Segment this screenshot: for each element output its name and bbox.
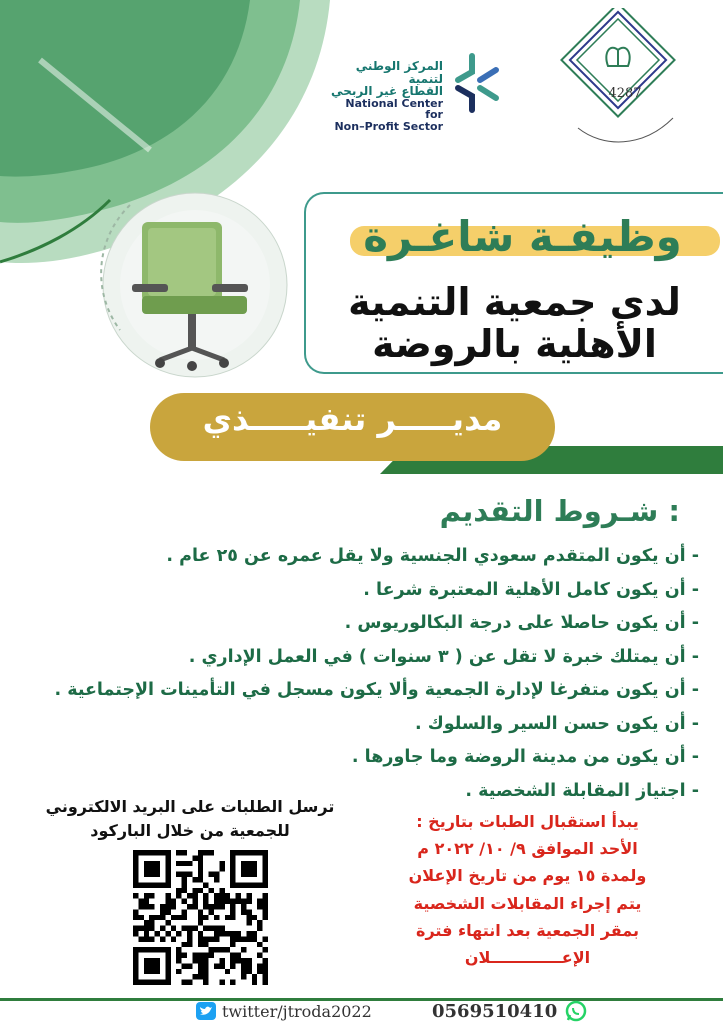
condition-item: - أن يمتلك خبرة لا تقل عن ( ٣ سنوات ) في العمل الإداري . [188,646,699,667]
whatsapp-icon[interactable] [565,1000,587,1022]
office-chair-illustration [90,180,300,390]
dates-line3: ولمدة ١٥ يوم من تاريخ الإعلان [408,866,647,886]
ncnp-en-line1: National Center for [345,96,443,122]
ncnp-en-line2: Non–Profit Sector [334,119,443,133]
dates-line6: الإعـــــــــــــلان [464,947,591,967]
conditions-title: شـروط التقديم : [439,494,680,528]
position-label: مديـــــر تنفيـــــذي [202,400,503,438]
dates-info [355,808,700,971]
phone-number[interactable]: 0569510410 [432,1001,558,1022]
application-note [25,795,355,843]
condition-item: - أن يكون من مدينة الروضة وما جاورها . [351,747,699,767]
association-logo [548,8,698,158]
condition-item: - أن يكون متفرغا لإدارة الجمعية وألا يكون مسجل في التأمينات الإجتماعية . [54,680,699,700]
dates-line5: بمقر الجمعية بعد انتهاء فترة [416,920,639,940]
twitter-handle[interactable]: twitter/jtroda2022 [222,1002,372,1021]
condition-item: - أن يكون كامل الأهلية المعتبرة شرعا . [363,579,699,600]
ncnp-ar-line2: القطاع غير الربحي [331,84,443,99]
association-title: لدى جمعية التنمية الأهلية بالروضة [348,280,681,366]
ncnp-symbol-icon [450,52,505,114]
dates-line1: يبدأ استقبال الطبات بتاريخ : [416,812,639,831]
association-number: 4287 [608,86,642,101]
dates-line2: الأحد الموافق ٩/ ١٠/ ٢٠٢٢ م [417,839,638,859]
footer-line [0,998,723,1001]
condition-item: - أن يكون المتقدم سعودي الجنسية ولا يقل عمره عن ٢٥ عام . [166,546,699,566]
ncnp-logo [330,50,505,133]
condition-item: - أن يكون حسن السير والسلوك . [414,713,699,734]
conditions-list [9,540,699,808]
application-line1: ترسل الطلبات على البريد الالكتروني [45,797,335,816]
dates-line4: يتم إجراء المقابلات الشخصية [413,893,642,913]
condition-item: - أن يكون حاصلا على درجة البكالوريوس . [344,613,699,633]
vacancy-title: وظيفـة شاغـرة [363,212,682,261]
condition-item: - اجتياز المقابلة الشخصية . [465,780,699,801]
qr-code[interactable] [133,850,268,985]
ncnp-ar-line1: المركز الوطني لتنمية [355,59,443,86]
application-line2: للجمعية من خلال الباركود [90,821,290,840]
twitter-icon[interactable] [196,1002,216,1020]
